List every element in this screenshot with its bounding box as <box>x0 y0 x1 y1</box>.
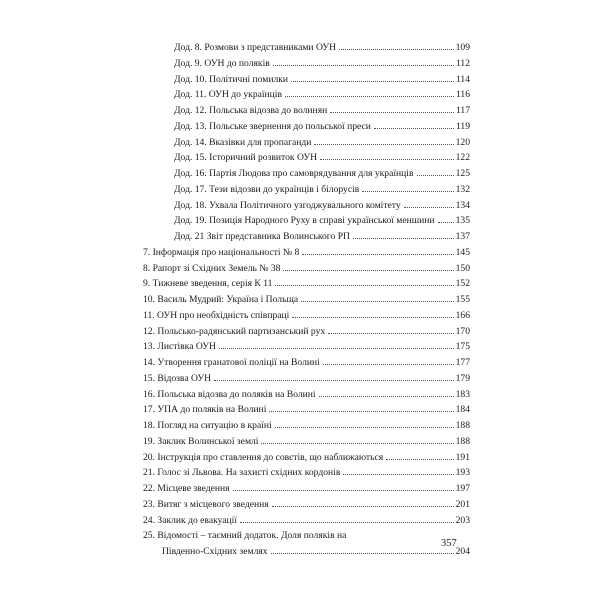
dot-leader <box>261 442 453 444</box>
toc-entry-title: 8. Рапорт зі Східних Земель № 38 <box>143 262 281 274</box>
toc-entry-page: 116 <box>455 89 470 101</box>
dot-leader <box>328 332 453 334</box>
toc-entry <box>143 40 470 56</box>
toc-entry <box>143 528 470 544</box>
toc-entry-title: Дод. 15. Історичний розвиток ОУН <box>174 152 318 164</box>
toc-entry <box>143 481 470 497</box>
toc-entry <box>143 103 470 119</box>
toc-entry <box>143 544 470 560</box>
toc-entry-title: Дод. 8. Розмови з представниками ОУН <box>174 42 337 53</box>
toc-entry-title: 16. Польська відозва до поляків на Волині <box>143 388 316 400</box>
dot-leader <box>285 95 454 97</box>
toc-entry-title: Дод. 18. Ухвала Політичного узгоджувального комітету <box>174 199 401 211</box>
dot-leader <box>275 284 453 286</box>
toc-entry-title: 25. Відомості – таємний додаток. Доля поляків на <box>143 530 347 542</box>
toc-entry-title: Дод. 9. ОУН до поляків <box>174 57 270 69</box>
dot-leader <box>219 347 454 349</box>
dot-leader <box>269 410 453 412</box>
dot-leader <box>323 363 454 365</box>
dot-leader <box>271 552 454 554</box>
dot-leader <box>330 111 454 113</box>
dot-leader <box>353 237 454 239</box>
toc-entry <box>143 276 470 292</box>
toc-entry <box>143 402 470 418</box>
toc-entry-page: 175 <box>455 341 470 353</box>
toc-entry-title: 10. Василь Мудрий: Україна і Польща <box>143 294 299 305</box>
toc-entry-title: 7. Інформація про національності № 8 <box>143 246 300 258</box>
toc-entry-title: 20. Інструкція про ставлення до совєтів, що наближаються <box>143 451 384 463</box>
toc-entry <box>143 513 470 529</box>
toc-entry-page: 193 <box>455 467 470 479</box>
toc-entry <box>143 371 470 387</box>
toc-entry-page: 150 <box>455 262 470 274</box>
dot-leader <box>362 190 453 192</box>
toc-entry <box>143 387 470 403</box>
toc-entry-page: 170 <box>455 325 470 337</box>
toc-entry <box>143 56 470 72</box>
toc-entry-page: 134 <box>455 199 470 211</box>
dot-leader <box>314 143 453 145</box>
toc-entry-page: 137 <box>455 231 470 242</box>
toc-entry-title: Дод. 16. Партія Людова про самоврядування для українців <box>174 168 414 179</box>
toc-entry-page: 114 <box>455 73 470 85</box>
toc-entry-title: 17. УПА до поляків на Волині <box>143 404 267 416</box>
toc-entry-title: Дод. 21 Звіт представника Волинського РП <box>174 231 350 242</box>
dot-leader <box>291 80 454 82</box>
toc-entry-title: 23. Витяг з місцевого зведення <box>143 498 269 510</box>
dot-leader <box>272 505 454 507</box>
toc-entry-title: Південно-Східних землях <box>162 546 268 557</box>
toc-entry-title: Дод. 13. Польське звернення до польської преси <box>174 120 371 132</box>
toc-entry-page: 184 <box>455 404 470 416</box>
toc-entry-page: 152 <box>455 278 470 290</box>
toc-entry-page: 204 <box>455 546 470 557</box>
page-number: 357 <box>441 538 457 549</box>
toc-entry <box>143 418 470 434</box>
toc-entry <box>143 497 470 513</box>
toc-entry <box>143 182 470 198</box>
toc-entry-title: 13. Листівка ОУН <box>143 341 216 353</box>
toc-entry <box>143 308 470 324</box>
dot-leader <box>302 253 453 255</box>
toc-entry-title: 21. Голос зі Львова. На захисті східних кордонів <box>143 467 341 479</box>
dot-leader <box>214 379 454 381</box>
toc-entry <box>143 166 470 182</box>
toc-entry-title: Дод. 17. Тези відозви до українців і білорусів <box>174 183 360 195</box>
toc-entry-page: 155 <box>455 294 470 305</box>
toc-entry-page: 201 <box>455 498 470 510</box>
toc-entry-page: 166 <box>455 309 470 321</box>
toc-entry-page: 188 <box>455 435 470 447</box>
toc-entry-page: 122 <box>455 152 470 164</box>
toc-entry <box>143 339 470 355</box>
dot-leader <box>301 300 454 302</box>
dot-leader <box>404 206 454 208</box>
toc-entry <box>143 450 470 466</box>
dot-leader <box>292 316 453 318</box>
dot-leader <box>240 521 454 523</box>
toc-entry-title: 22. Місцеве зведення <box>143 483 230 494</box>
toc-entry-page: 179 <box>455 372 470 384</box>
dot-leader <box>320 158 454 160</box>
dot-leader <box>386 458 453 460</box>
toc-entry-title: Дод. 12. Польська відозва до волинян <box>174 105 328 116</box>
toc-entry <box>143 72 470 88</box>
toc-entry <box>143 292 470 308</box>
dot-leader <box>233 489 454 491</box>
toc-entry-title: 24. Заклик до евакуації <box>143 514 238 526</box>
toc-entry-title: Дод. 11. ОУН до українців <box>174 89 283 101</box>
toc-entry-title: Дод. 10. Політичні помилки <box>174 73 289 85</box>
dot-leader <box>374 127 454 129</box>
toc-entry-page: 120 <box>455 136 470 148</box>
dot-leader <box>283 269 453 271</box>
toc-entry-page: 183 <box>455 388 470 400</box>
toc-entry <box>143 324 470 340</box>
table-of-contents <box>143 40 470 560</box>
dot-leader <box>343 473 453 475</box>
toc-entry <box>143 135 470 151</box>
toc-entry <box>143 229 470 245</box>
toc-entry-page: 203 <box>455 514 470 526</box>
toc-entry <box>143 355 470 371</box>
toc-entry-page: 135 <box>455 215 470 227</box>
toc-entry-title: 19. Заклик Волинської землі <box>143 435 259 447</box>
toc-entry-page: 188 <box>455 420 470 431</box>
toc-entry-page: 197 <box>455 483 470 494</box>
toc-entry <box>143 87 470 103</box>
toc-entry-page: 177 <box>455 357 470 368</box>
toc-entry-page: 112 <box>455 57 470 69</box>
toc-entry-page: 109 <box>455 42 470 53</box>
toc-entry <box>143 465 470 481</box>
toc-entry <box>143 434 470 450</box>
dot-leader <box>339 48 454 50</box>
dot-leader <box>319 395 454 397</box>
toc-entry-title: 14. Утворення гранатової поліції на Волині <box>143 357 320 368</box>
toc-entry-title: Дод. 14. Вказівки для пропаганди <box>174 136 312 148</box>
toc-entry-title: Дод. 19. Позиція Народного Руху в справі української меншини <box>174 215 435 227</box>
toc-entry <box>143 198 470 214</box>
toc-entry <box>143 213 470 229</box>
dot-leader <box>417 174 454 176</box>
toc-entry-page: 132 <box>455 183 470 195</box>
toc-entry <box>143 261 470 277</box>
toc-entry-title: 11. ОУН про необхідність співпраці <box>143 309 290 321</box>
toc-entry <box>143 245 470 261</box>
toc-entry <box>143 119 470 135</box>
dot-leader <box>438 221 454 223</box>
toc-entry-title: 18. Погляд на ситуацію в країні <box>143 420 272 431</box>
toc-entry-page: 119 <box>455 120 470 132</box>
toc-entry <box>143 150 470 166</box>
toc-entry-page: 117 <box>455 105 470 116</box>
toc-entry-page: 191 <box>455 451 470 463</box>
toc-entry-title: 15. Відозва ОУН <box>143 372 212 384</box>
dot-leader <box>273 64 454 66</box>
toc-entry-title: 9. Тижневе зведення, серія К 11 <box>143 278 273 290</box>
toc-entry-page: 145 <box>455 246 470 258</box>
toc-entry-title: 12. Польсько-радянський партизанський рух <box>143 325 326 337</box>
dot-leader <box>275 426 454 428</box>
toc-entry-page: 125 <box>455 168 470 179</box>
